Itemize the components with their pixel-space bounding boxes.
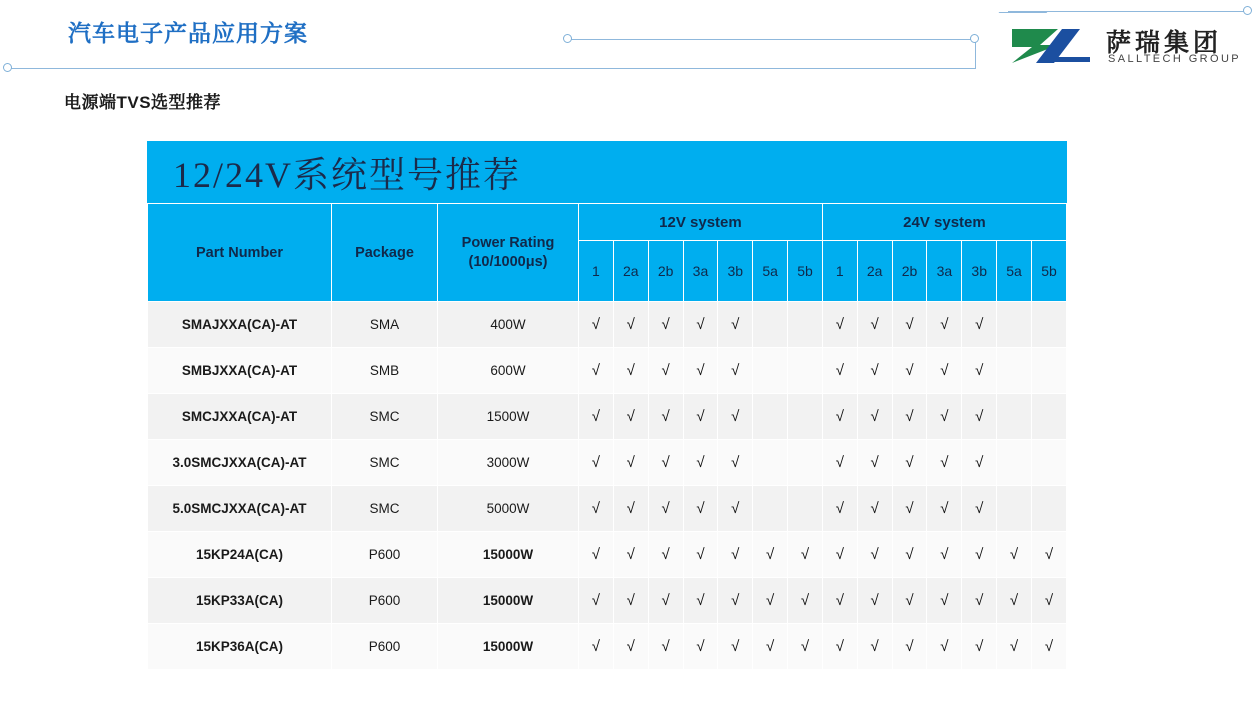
cell-pulse-mark: √ xyxy=(857,532,892,578)
cell-power-rating: 400W xyxy=(438,302,579,348)
cell-pulse-mark: √ xyxy=(822,440,857,486)
decorative-line-horizontal-lower xyxy=(8,68,976,69)
cell-pulse-mark xyxy=(788,302,823,348)
table-banner-text: 12/24V系统型号推荐 xyxy=(173,154,522,195)
cell-pulse-mark: √ xyxy=(822,302,857,348)
cell-pulse-mark: √ xyxy=(753,532,788,578)
table-banner xyxy=(147,141,1067,203)
col-header-pulse-7: 1 xyxy=(822,241,857,302)
logo-text-en: SALLTECH GROUP xyxy=(1108,53,1242,65)
cell-pulse-mark: √ xyxy=(822,532,857,578)
cell-pulse-mark: √ xyxy=(927,348,962,394)
table-body xyxy=(148,302,1067,670)
cell-pulse-mark: √ xyxy=(997,532,1032,578)
table-row xyxy=(148,486,1067,532)
cell-pulse-mark xyxy=(788,394,823,440)
cell-pulse-mark: √ xyxy=(648,486,683,532)
cell-pulse-mark: √ xyxy=(962,440,997,486)
col-header-pulse-11: 3b xyxy=(962,241,997,302)
cell-pulse-mark: √ xyxy=(718,302,753,348)
cell-pulse-mark: √ xyxy=(718,394,753,440)
cell-power-rating: 15000W xyxy=(438,578,579,624)
col-header-part-number: Part Number xyxy=(148,204,332,302)
table-row xyxy=(148,348,1067,394)
cell-pulse-mark: √ xyxy=(648,578,683,624)
cell-pulse-mark: √ xyxy=(718,348,753,394)
power-rating-line-2: (10/1000μs) xyxy=(468,253,548,270)
cell-pulse-mark xyxy=(753,440,788,486)
cell-pulse-mark: √ xyxy=(613,532,648,578)
cell-package: SMC xyxy=(332,440,438,486)
cell-part-number: SMAJXXA(CA)-AT xyxy=(148,302,332,348)
col-header-pulse-0: 1 xyxy=(579,241,614,302)
cell-pulse-mark: √ xyxy=(718,624,753,670)
cell-pulse-mark xyxy=(753,394,788,440)
cell-pulse-mark xyxy=(1031,440,1066,486)
cell-pulse-mark: √ xyxy=(648,624,683,670)
cell-pulse-mark: √ xyxy=(962,532,997,578)
table-row xyxy=(148,302,1067,348)
cell-pulse-mark xyxy=(753,302,788,348)
cell-pulse-mark: √ xyxy=(962,394,997,440)
cell-package: P600 xyxy=(332,578,438,624)
decorative-line-horizontal-upper xyxy=(568,39,976,40)
table-row xyxy=(148,624,1067,670)
cell-pulse-mark: √ xyxy=(788,578,823,624)
table-row xyxy=(148,578,1067,624)
cell-pulse-mark: √ xyxy=(613,302,648,348)
cell-pulse-mark: √ xyxy=(927,302,962,348)
col-header-pulse-1: 2a xyxy=(613,241,648,302)
cell-pulse-mark: √ xyxy=(822,624,857,670)
cell-pulse-mark: √ xyxy=(648,532,683,578)
cell-pulse-mark: √ xyxy=(822,578,857,624)
cell-pulse-mark xyxy=(788,440,823,486)
cell-pulse-mark: √ xyxy=(579,440,614,486)
cell-pulse-mark: √ xyxy=(857,394,892,440)
cell-pulse-mark: √ xyxy=(648,302,683,348)
cell-pulse-mark: √ xyxy=(579,624,614,670)
company-logo xyxy=(1010,22,1240,70)
cell-pulse-mark xyxy=(788,348,823,394)
cell-pulse-mark: √ xyxy=(683,578,718,624)
cell-pulse-mark: √ xyxy=(648,394,683,440)
cell-pulse-mark: √ xyxy=(718,578,753,624)
cell-pulse-mark xyxy=(997,394,1032,440)
cell-package: SMC xyxy=(332,486,438,532)
cell-pulse-mark: √ xyxy=(683,486,718,532)
cell-pulse-mark xyxy=(1031,302,1066,348)
cell-pulse-mark: √ xyxy=(683,302,718,348)
cell-power-rating: 1500W xyxy=(438,394,579,440)
cell-pulse-mark: √ xyxy=(822,394,857,440)
cell-part-number: SMCJXXA(CA)-AT xyxy=(148,394,332,440)
col-header-24v-system: 24V system xyxy=(822,204,1066,241)
cell-package: SMB xyxy=(332,348,438,394)
cell-pulse-mark: √ xyxy=(962,302,997,348)
col-header-12v-system: 12V system xyxy=(579,204,823,241)
cell-pulse-mark: √ xyxy=(613,578,648,624)
cell-pulse-mark: √ xyxy=(648,440,683,486)
decorative-dot-far-right xyxy=(1243,6,1252,15)
cell-part-number: 3.0SMCJXXA(CA)-AT xyxy=(148,440,332,486)
cell-pulse-mark xyxy=(997,348,1032,394)
cell-power-rating: 5000W xyxy=(438,486,579,532)
col-header-pulse-12: 5a xyxy=(997,241,1032,302)
power-rating-line-1: Power Rating xyxy=(461,235,555,252)
cell-pulse-mark: √ xyxy=(857,440,892,486)
logo-mark-icon xyxy=(1010,26,1096,66)
cell-pulse-mark: √ xyxy=(857,302,892,348)
cell-pulse-mark: √ xyxy=(613,348,648,394)
cell-pulse-mark xyxy=(997,440,1032,486)
cell-pulse-mark: √ xyxy=(788,624,823,670)
cell-pulse-mark: √ xyxy=(962,624,997,670)
cell-pulse-mark: √ xyxy=(788,532,823,578)
cell-pulse-mark: √ xyxy=(892,578,927,624)
cell-pulse-mark: √ xyxy=(927,486,962,532)
cell-pulse-mark xyxy=(753,348,788,394)
cell-pulse-mark: √ xyxy=(718,486,753,532)
cell-pulse-mark: √ xyxy=(962,578,997,624)
cell-pulse-mark: √ xyxy=(927,578,962,624)
cell-pulse-mark: √ xyxy=(892,394,927,440)
cell-pulse-mark: √ xyxy=(753,578,788,624)
col-header-pulse-8: 2a xyxy=(857,241,892,302)
logo-text-cn: 萨瑞集团 xyxy=(1106,29,1223,57)
cell-pulse-mark: √ xyxy=(962,486,997,532)
cell-pulse-mark: √ xyxy=(927,624,962,670)
col-header-pulse-13: 5b xyxy=(1031,241,1066,302)
cell-pulse-mark: √ xyxy=(683,532,718,578)
cell-pulse-mark: √ xyxy=(892,624,927,670)
cell-pulse-mark: √ xyxy=(718,440,753,486)
col-header-pulse-3: 3a xyxy=(683,241,718,302)
cell-package: SMC xyxy=(332,394,438,440)
section-heading: 电源端TVS选型推荐 xyxy=(64,93,222,112)
cell-power-rating: 600W xyxy=(438,348,579,394)
page-header xyxy=(0,0,1256,80)
cell-pulse-mark: √ xyxy=(683,624,718,670)
cell-pulse-mark: √ xyxy=(892,302,927,348)
cell-power-rating: 15000W xyxy=(438,532,579,578)
cell-pulse-mark: √ xyxy=(683,348,718,394)
cell-pulse-mark: √ xyxy=(962,348,997,394)
cell-pulse-mark: √ xyxy=(997,578,1032,624)
cell-part-number: 15KP33A(CA) xyxy=(148,578,332,624)
table-row xyxy=(148,394,1067,440)
col-header-package: Package xyxy=(332,204,438,302)
cell-pulse-mark: √ xyxy=(997,624,1032,670)
cell-pulse-mark xyxy=(997,486,1032,532)
cell-pulse-mark xyxy=(1031,486,1066,532)
cell-pulse-mark: √ xyxy=(613,394,648,440)
col-header-pulse-4: 3b xyxy=(718,241,753,302)
cell-pulse-mark: √ xyxy=(822,348,857,394)
cell-pulse-mark: √ xyxy=(718,532,753,578)
decorative-dot-right xyxy=(970,34,979,43)
col-header-pulse-2: 2b xyxy=(648,241,683,302)
cell-part-number: 5.0SMCJXXA(CA)-AT xyxy=(148,486,332,532)
cell-pulse-mark: √ xyxy=(927,440,962,486)
cell-pulse-mark xyxy=(997,302,1032,348)
cell-pulse-mark xyxy=(753,486,788,532)
cell-pulse-mark: √ xyxy=(1031,532,1066,578)
cell-part-number: 15KP36A(CA) xyxy=(148,624,332,670)
col-header-pulse-10: 3a xyxy=(927,241,962,302)
table-header-row-1 xyxy=(148,204,1067,241)
col-header-pulse-9: 2b xyxy=(892,241,927,302)
cell-power-rating: 3000W xyxy=(438,440,579,486)
cell-pulse-mark: √ xyxy=(892,440,927,486)
cell-pulse-mark xyxy=(1031,394,1066,440)
cell-pulse-mark: √ xyxy=(579,348,614,394)
cell-pulse-mark: √ xyxy=(857,624,892,670)
cell-pulse-mark: √ xyxy=(892,348,927,394)
cell-pulse-mark: √ xyxy=(683,440,718,486)
col-header-power-rating xyxy=(438,204,579,302)
recommendation-table-block xyxy=(147,141,1067,670)
table-row xyxy=(148,532,1067,578)
decorative-line-vertical xyxy=(975,39,976,69)
cell-pulse-mark: √ xyxy=(613,624,648,670)
page-title: 汽车电子产品应用方案 xyxy=(68,20,308,46)
model-recommendation-table xyxy=(147,203,1067,670)
cell-pulse-mark: √ xyxy=(579,486,614,532)
cell-pulse-mark: √ xyxy=(857,486,892,532)
cell-pulse-mark: √ xyxy=(613,440,648,486)
cell-part-number: 15KP24A(CA) xyxy=(148,532,332,578)
cell-pulse-mark: √ xyxy=(927,394,962,440)
cell-pulse-mark: √ xyxy=(579,578,614,624)
cell-pulse-mark: √ xyxy=(579,302,614,348)
decorative-dot-left xyxy=(3,63,12,72)
decorative-line-horizontal-top xyxy=(1008,11,1248,12)
table-header xyxy=(148,204,1067,302)
cell-pulse-mark: √ xyxy=(892,532,927,578)
cell-pulse-mark: √ xyxy=(927,532,962,578)
cell-pulse-mark: √ xyxy=(1031,578,1066,624)
cell-pulse-mark: √ xyxy=(822,486,857,532)
cell-pulse-mark xyxy=(1031,348,1066,394)
col-header-pulse-5: 5a xyxy=(753,241,788,302)
cell-pulse-mark: √ xyxy=(753,624,788,670)
cell-package: P600 xyxy=(332,532,438,578)
cell-package: P600 xyxy=(332,624,438,670)
cell-pulse-mark: √ xyxy=(648,348,683,394)
cell-power-rating: 15000W xyxy=(438,624,579,670)
cell-pulse-mark: √ xyxy=(683,394,718,440)
cell-part-number: SMBJXXA(CA)-AT xyxy=(148,348,332,394)
cell-pulse-mark: √ xyxy=(857,348,892,394)
decorative-dot-middle xyxy=(563,34,572,43)
cell-pulse-mark: √ xyxy=(1031,624,1066,670)
cell-pulse-mark: √ xyxy=(579,394,614,440)
cell-pulse-mark: √ xyxy=(579,532,614,578)
cell-pulse-mark: √ xyxy=(892,486,927,532)
cell-pulse-mark: √ xyxy=(613,486,648,532)
cell-pulse-mark xyxy=(788,486,823,532)
table-row xyxy=(148,440,1067,486)
col-header-pulse-6: 5b xyxy=(788,241,823,302)
cell-package: SMA xyxy=(332,302,438,348)
cell-pulse-mark: √ xyxy=(857,578,892,624)
